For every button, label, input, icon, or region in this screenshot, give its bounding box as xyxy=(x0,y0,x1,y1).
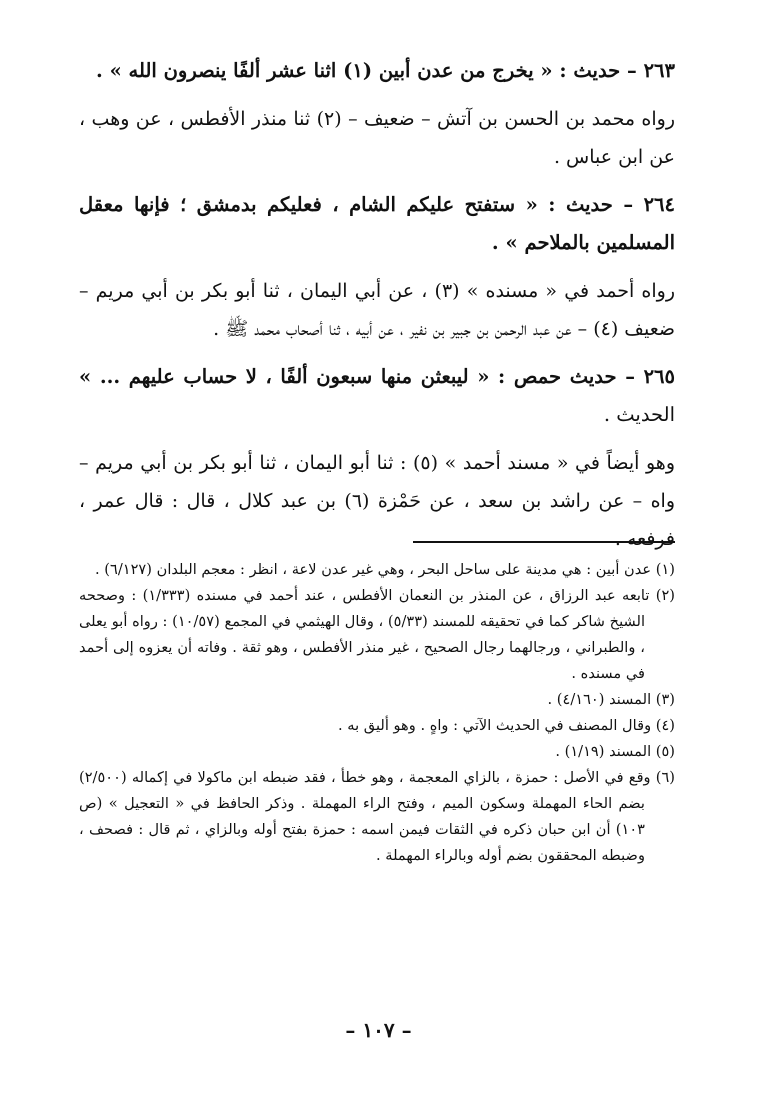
main-text xyxy=(79,52,675,568)
hadith-265-heading xyxy=(79,358,675,434)
hadith-265-heading-tail: الحديث . xyxy=(603,403,675,426)
footnote-1: (١) عدن أبين : هي مدينة على ساحل البحر ، وهي غير عدن لاعة ، انظر : معجم البلدان (٦/١٢٧) . xyxy=(95,561,675,578)
hadith-265-narration: وهو أيضاً في « مسند أحمد » (٥) : ثنا أبو اليمان ، ثنا أبو بكر بن أبي مريم – واه – عن راشد بن سعد ، عن حَمْزة (٦) بن عبد كلال ، قال : قال عمر ، فرفعه . xyxy=(79,452,675,550)
footnote-2: (٢) تابعه عبد الرزاق ، عن المنذر بن النعمان الأفطس ، عند أحمد في مسنده (١/٣٣٣) : وصححه الشيخ شاكر كما في تحقيقه للمسند (٥/٣٣) ، وقال الهيثمي في المجمع (١٠/٥٧) : رواه أبو يعلى ، والطبراني ، ورجالهما رجال الصحيح ، غير منذر الأفطس ، وهو ثقة . وفاته أن يعزوه إلى أحمد في مسنده . xyxy=(79,587,675,682)
footnote-5: (٥) المسند (١/١٩) . xyxy=(555,743,675,760)
footnote-3: (٣) المسند (٤/١٦٠) . xyxy=(547,691,675,708)
footnote-6: (٦) وقع في الأصل : حمزة ، بالزاي المعجمة ، وهو خطأ ، فقد ضبطه ابن ماكولا في إكماله (٢/٥٠٠) بضم الحاء المهملة وسكون الميم ، وفتح الراء المهملة . وذكر الحافظ في « التعجيل » (ص ١٠٣) أن ابن حبان ذكره في الثقات فيمن اسمه : حمزة بفتح أوله وبالزاي ، ثم قال : فصحف ، وضبطه المحققون بضم أوله وبالراء المهملة . xyxy=(79,769,675,864)
footnote-4: (٤) وقال المصنف في الحديث الآتي : واهٍ . وهو أليق به . xyxy=(338,717,675,734)
page-number: – ١٠٧ – xyxy=(345,1018,412,1042)
footnotes xyxy=(79,557,675,869)
hadith-264-narration: رواه أحمد في « مسنده » (٣) ، عن أبي اليمان ، ثنا أبو بكر بن أبي مريم – ضعيف (٤) – عن عبد الرحمن بن جبير بن نفير ، عن أبيه ، ثنا أصحاب محمد ﷺ . xyxy=(79,280,675,340)
hadith-263-narration: رواه محمد بن الحسن بن آتش – ضعيف – (٢) ثنا منذر الأفطس ، عن وهب ، عن ابن عباس . xyxy=(79,108,676,168)
hadith-265-heading-text: ٢٦٥ – حديث حمص : « ليبعثن منها سبعون ألفًا ، لا حساب عليهم ... » xyxy=(79,365,675,388)
hadith-264-heading: ٢٦٤ – حديث : « ستفتح عليكم الشام ، فعليكم بدمشق ؛ فإنها معقل المسلمين بالملاحم » . xyxy=(79,193,675,254)
footnote-separator xyxy=(413,541,675,543)
hadith-263-heading: ٢٦٣ – حديث : « يخرج من عدن أبين (١) اثنا عشر ألفًا ينصرون الله » . xyxy=(96,59,675,82)
